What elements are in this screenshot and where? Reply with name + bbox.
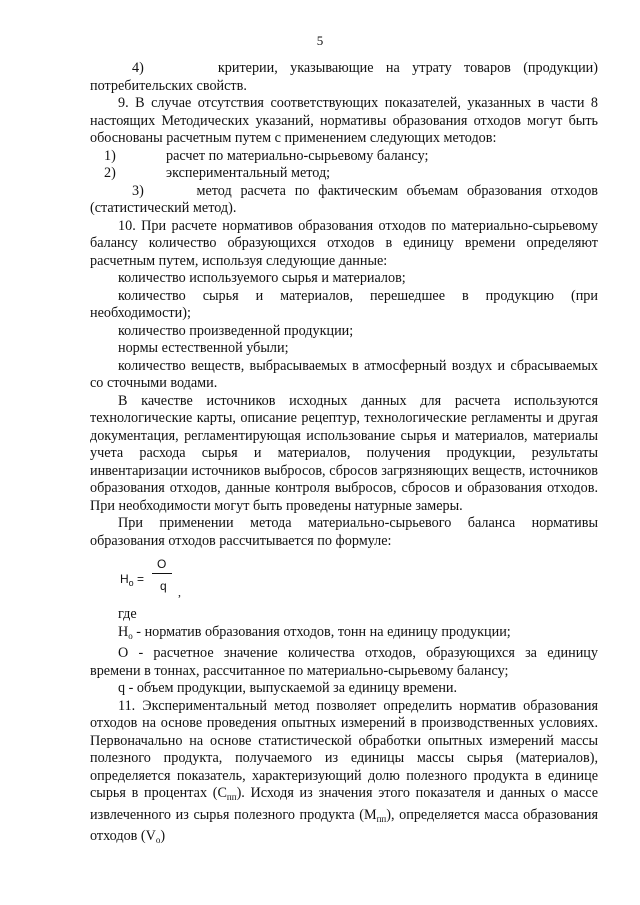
- list-number: 4): [132, 60, 144, 76]
- where-label: где: [118, 606, 137, 622]
- method-item-3: [90, 183, 598, 218]
- paragraph-formula-intro: При применении метода материально-сырьевого баланса нормативы образования отходов рассчитывается по формуле:: [90, 515, 598, 549]
- list-text: критерии, указывающие на утрату товаров (продукции) потребительских свойств.: [90, 60, 599, 94]
- list-number: 2): [104, 165, 116, 181]
- list-text: экспериментальный метод;: [166, 165, 331, 181]
- formula-lhs: $Н_о$ =: [120, 572, 145, 588]
- document-body: [90, 60, 598, 850]
- formula: [90, 550, 598, 606]
- formula-denominator: q: [160, 579, 167, 593]
- paragraph-sources: В качестве источников исходных данных для расчета используются технологические карты, описание рецептур, технологические регламенты и другая документация, регламентирующая использование сырья и материалов, материалы учета расхода сырья и материалов, получения продукции, результаты инвентаризации источников выбросов, сбросов загрязняющих веществ, источников образования отходов, данные контроля выбросов, сбросов и образования отходов. При необходимости могут быть проведены натурные замеры.: [90, 392, 598, 514]
- data-item-1: количество используемого сырья и материалов;: [118, 270, 406, 286]
- paragraph-9: 9. В случае отсутствия соответствующих показателей, указанных в части 8 настоящих Методических указаний, нормативы образования отходов могут быть обоснованы расчетным путем с применением следующих методов:: [90, 95, 598, 146]
- page-number: 5: [316, 33, 324, 48]
- formula-numerator: О: [157, 557, 167, 571]
- data-item-2: количество сырья и материалов, перешедшее в продукцию (при необходимости);: [90, 287, 598, 321]
- data-item-4: нормы естественной убыли;: [118, 340, 289, 356]
- fraction-bar: [152, 573, 172, 574]
- variable-no: $Н_о$ - норматив образования отходов, тонн на единицу продукции;: [118, 623, 511, 641]
- data-item-3: количество произведенной продукции;: [118, 322, 354, 339]
- data-item-5: количество веществ, выбрасываемых в атмосферный воздух и сбрасываемых со сточными водами.: [90, 357, 598, 391]
- paragraph-10: 10. При расчете нормативов образования отходов по материально-сырьевому балансу количество образующихся отходов в единицу времени определяют расчетным путем, используя следующие данные:: [90, 217, 598, 269]
- formula-comma: ,: [178, 585, 181, 599]
- variable-q: q - объем продукции, выпускаемой за единицу времени.: [118, 680, 458, 696]
- list-number: 1): [104, 147, 116, 164]
- paragraph-11: 11. Экспериментальный метод позволяет определить норматив образования отходов на основе проведения опытных измерений в производственных условиях. Первоначально на основе статистической обработки опытных измерений массы полезного продукта, получаемого из единицы массы сырья (материалов), определяется показатель, характеризующий долю полезного продукта в единице сырья в процентах $(С_{пп})$. Исходя из значения этого показателя и данных о массе извлеченного из сырья полезного продукта $(М_{пп})$, определяется масса образования отходов $(V_о)$: [90, 697, 598, 845]
- list-number: 3): [132, 182, 144, 199]
- method-item-1: [90, 148, 598, 166]
- method-item-2: [90, 165, 598, 183]
- list-text: расчет по материально-сырьевому балансу;: [166, 147, 429, 164]
- list-text: метод расчета по фактическим объемам образования отходов (статистический метод).: [90, 182, 599, 216]
- list-item-criteria-4: [90, 60, 598, 95]
- variable-o: О - расчетное значение количества отходов, образующихся за единицу времени в тоннах, рассчитанное по материально-сырьевому балансу;: [90, 645, 598, 679]
